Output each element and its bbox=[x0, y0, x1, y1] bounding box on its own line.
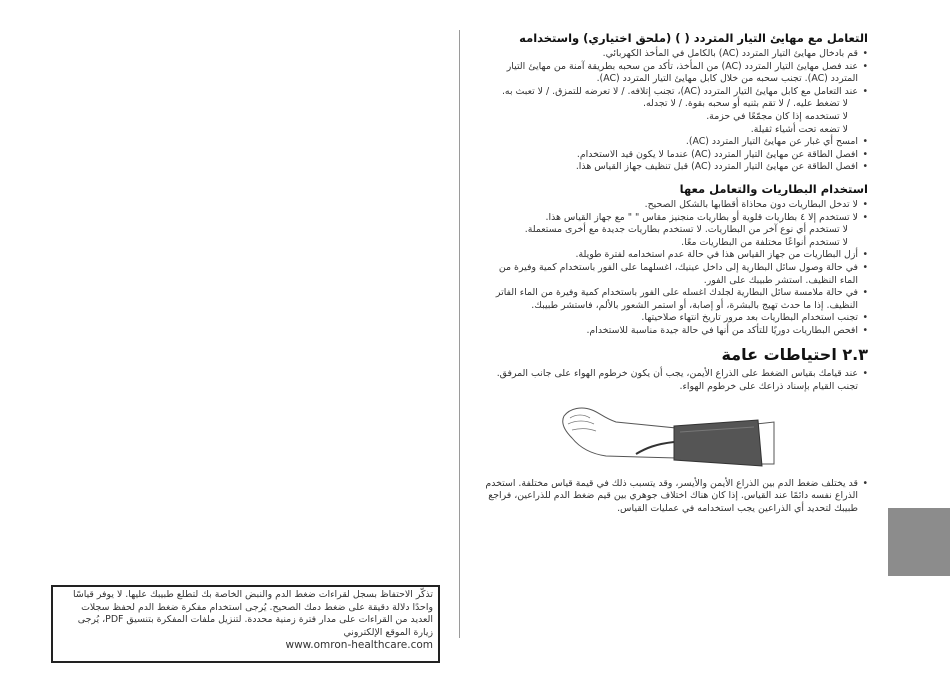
list-item: • تجنب استخدام البطاريات بعد مرور تاريخ انتهاء صلاحيتها. bbox=[484, 312, 858, 325]
batteries-heading: استخدام البطاريات والتعامل معها bbox=[679, 181, 868, 196]
sub-line: لا تضغط عليه. / لا تقم بثنيه أو سحبه بقوة. / لا تجدله. bbox=[643, 98, 848, 110]
sub-line: لا تضعه تحت أشياء ثقيلة. bbox=[750, 123, 848, 135]
list-item: • في حالة ملامسة سائل البطارية لجلدك اغسله على الفور باستخدام كمية وفيرة من الماء الفاتر النظيف. إذا ما حدث تهيج بالبشرة، أو إصابة، أو استمر الشعور بالألم، فاستشر طبيبك. bbox=[484, 287, 858, 312]
list-item: • افصل الطاقة عن مهايئ التيار المتردد (AC) عندما لا يكون قيد الاستخدام. bbox=[484, 149, 858, 162]
chapter-tab bbox=[888, 508, 950, 576]
list-item: • قد يختلف ضغط الدم بين الذراع الأيمن والأيسر، وقد يتسبب ذلك في قيمة قياس مختلفة. استخدم الذراع نفسه دائمًا عند القياس. إذا كان هناك اختلاف جوهري بين قيم ضغط الدم للذراعين، فراجع طبيبك لتحديد أي الذراعين يجب استخدامه في عمليات القياس. bbox=[484, 478, 858, 516]
general-list-2 bbox=[484, 478, 868, 516]
general-precautions-heading: ٢.٣ احتياطات عامة bbox=[721, 345, 868, 365]
website-link[interactable]: www.omron-healthcare.com bbox=[285, 639, 433, 652]
list-item: • قم بادخال مهايئ التيار المتردد (AC) بالكامل في المأخذ الكهربائي. bbox=[484, 48, 858, 61]
list-item: • عند قيامك بقياس الضغط على الذراع الأيمن، يجب أن يكون خرطوم الهواء على جانب المرفق. تجنب القيام بإسناد ذراعك على خرطوم الهواء. bbox=[484, 368, 858, 393]
list-item: • امسح أي غبار عن مهايئ التيار المتردد (AC). bbox=[484, 136, 858, 149]
list-item: • افحص البطاريات دوريًا للتأكد من أنها في حالة جيدة مناسبة للاستخدام. bbox=[484, 325, 858, 338]
list-item: • في حالة وصول سائل البطارية إلى داخل عينيك، اغسلهما على الفور باستخدام كمية وفيرة من الماء النظيف. استشر طبيبك على الفور. bbox=[484, 262, 858, 287]
sub-line: لا تستخدمه إذا كان مجمّعًا في حزمة. bbox=[706, 110, 848, 122]
ac-adapter-list bbox=[484, 48, 868, 174]
sub-line: لا تستخدم أنواعًا مختلفة من البطاريات معًا. bbox=[681, 236, 848, 248]
column-divider bbox=[459, 30, 460, 638]
list-item: • أزل البطاريات من جهاز القياس هذا في حالة عدم استخدامه لفترة طويلة. bbox=[484, 249, 858, 262]
list-item: • عند التعامل مع كابل مهايئ التيار المتردد (AC)، تجنب إتلافه. / لا تعرضه للتمزق. / لا تعبث به. bbox=[484, 86, 858, 99]
list-item: • لا تستخدم إلا ٤ بطاريات قلوية أو بطاريات منجنيز مقاس " " مع جهاز القياس هذا. bbox=[484, 212, 858, 225]
list-item: • لا تدخل البطاريات دون محاذاة أقطابها بالشكل الصحيح. bbox=[484, 199, 858, 212]
arm-with-cuff-icon bbox=[556, 398, 776, 470]
note-text: تذكّر الاحتفاظ بسجل لقراءات ضغط الدم والنبض الخاصة بك لتطلع طبيبك عليها. لا يوفر قياسًا واحدًا دلالة دقيقة على ضغط دمك الصحيح. يُرجى استخدام مفكرة ضغط الدم لحفظ سجلات العديد من القراءات على مدار فترة زمنية محددة. لتنزيل ملفات المفكرة بتنسيق PDF، يُرجى زيارة الموقع الإلكتروني bbox=[73, 589, 433, 638]
sub-line: لا تستخدم أي نوع آخر من البطاريات. لا تستخدم بطاريات جديدة مع أخرى مستعملة. bbox=[524, 224, 848, 236]
general-list bbox=[484, 368, 868, 393]
right-column bbox=[484, 30, 868, 522]
ac-adapter-heading: التعامل مع مهايئ التيار المتردد ( ) (ملحق اختياري) واستخدامه bbox=[519, 31, 868, 45]
list-item: • عند فصل مهايئ التيار المتردد (AC) من المأخذ، تأكد من سحبه بطريقة آمنة من مهايئ التيار المتردد (AC). تجنب سحبه من خلال كابل مهايئ التيار المتردد (AC). bbox=[484, 61, 858, 86]
batteries-list bbox=[484, 199, 868, 338]
list-item: • افصل الطاقة عن مهايئ التيار المتردد (AC) قبل تنظيف جهاز القياس هذا. bbox=[484, 161, 858, 174]
record-keeping-note bbox=[51, 585, 440, 663]
arm-cuff-illustration bbox=[484, 398, 868, 472]
